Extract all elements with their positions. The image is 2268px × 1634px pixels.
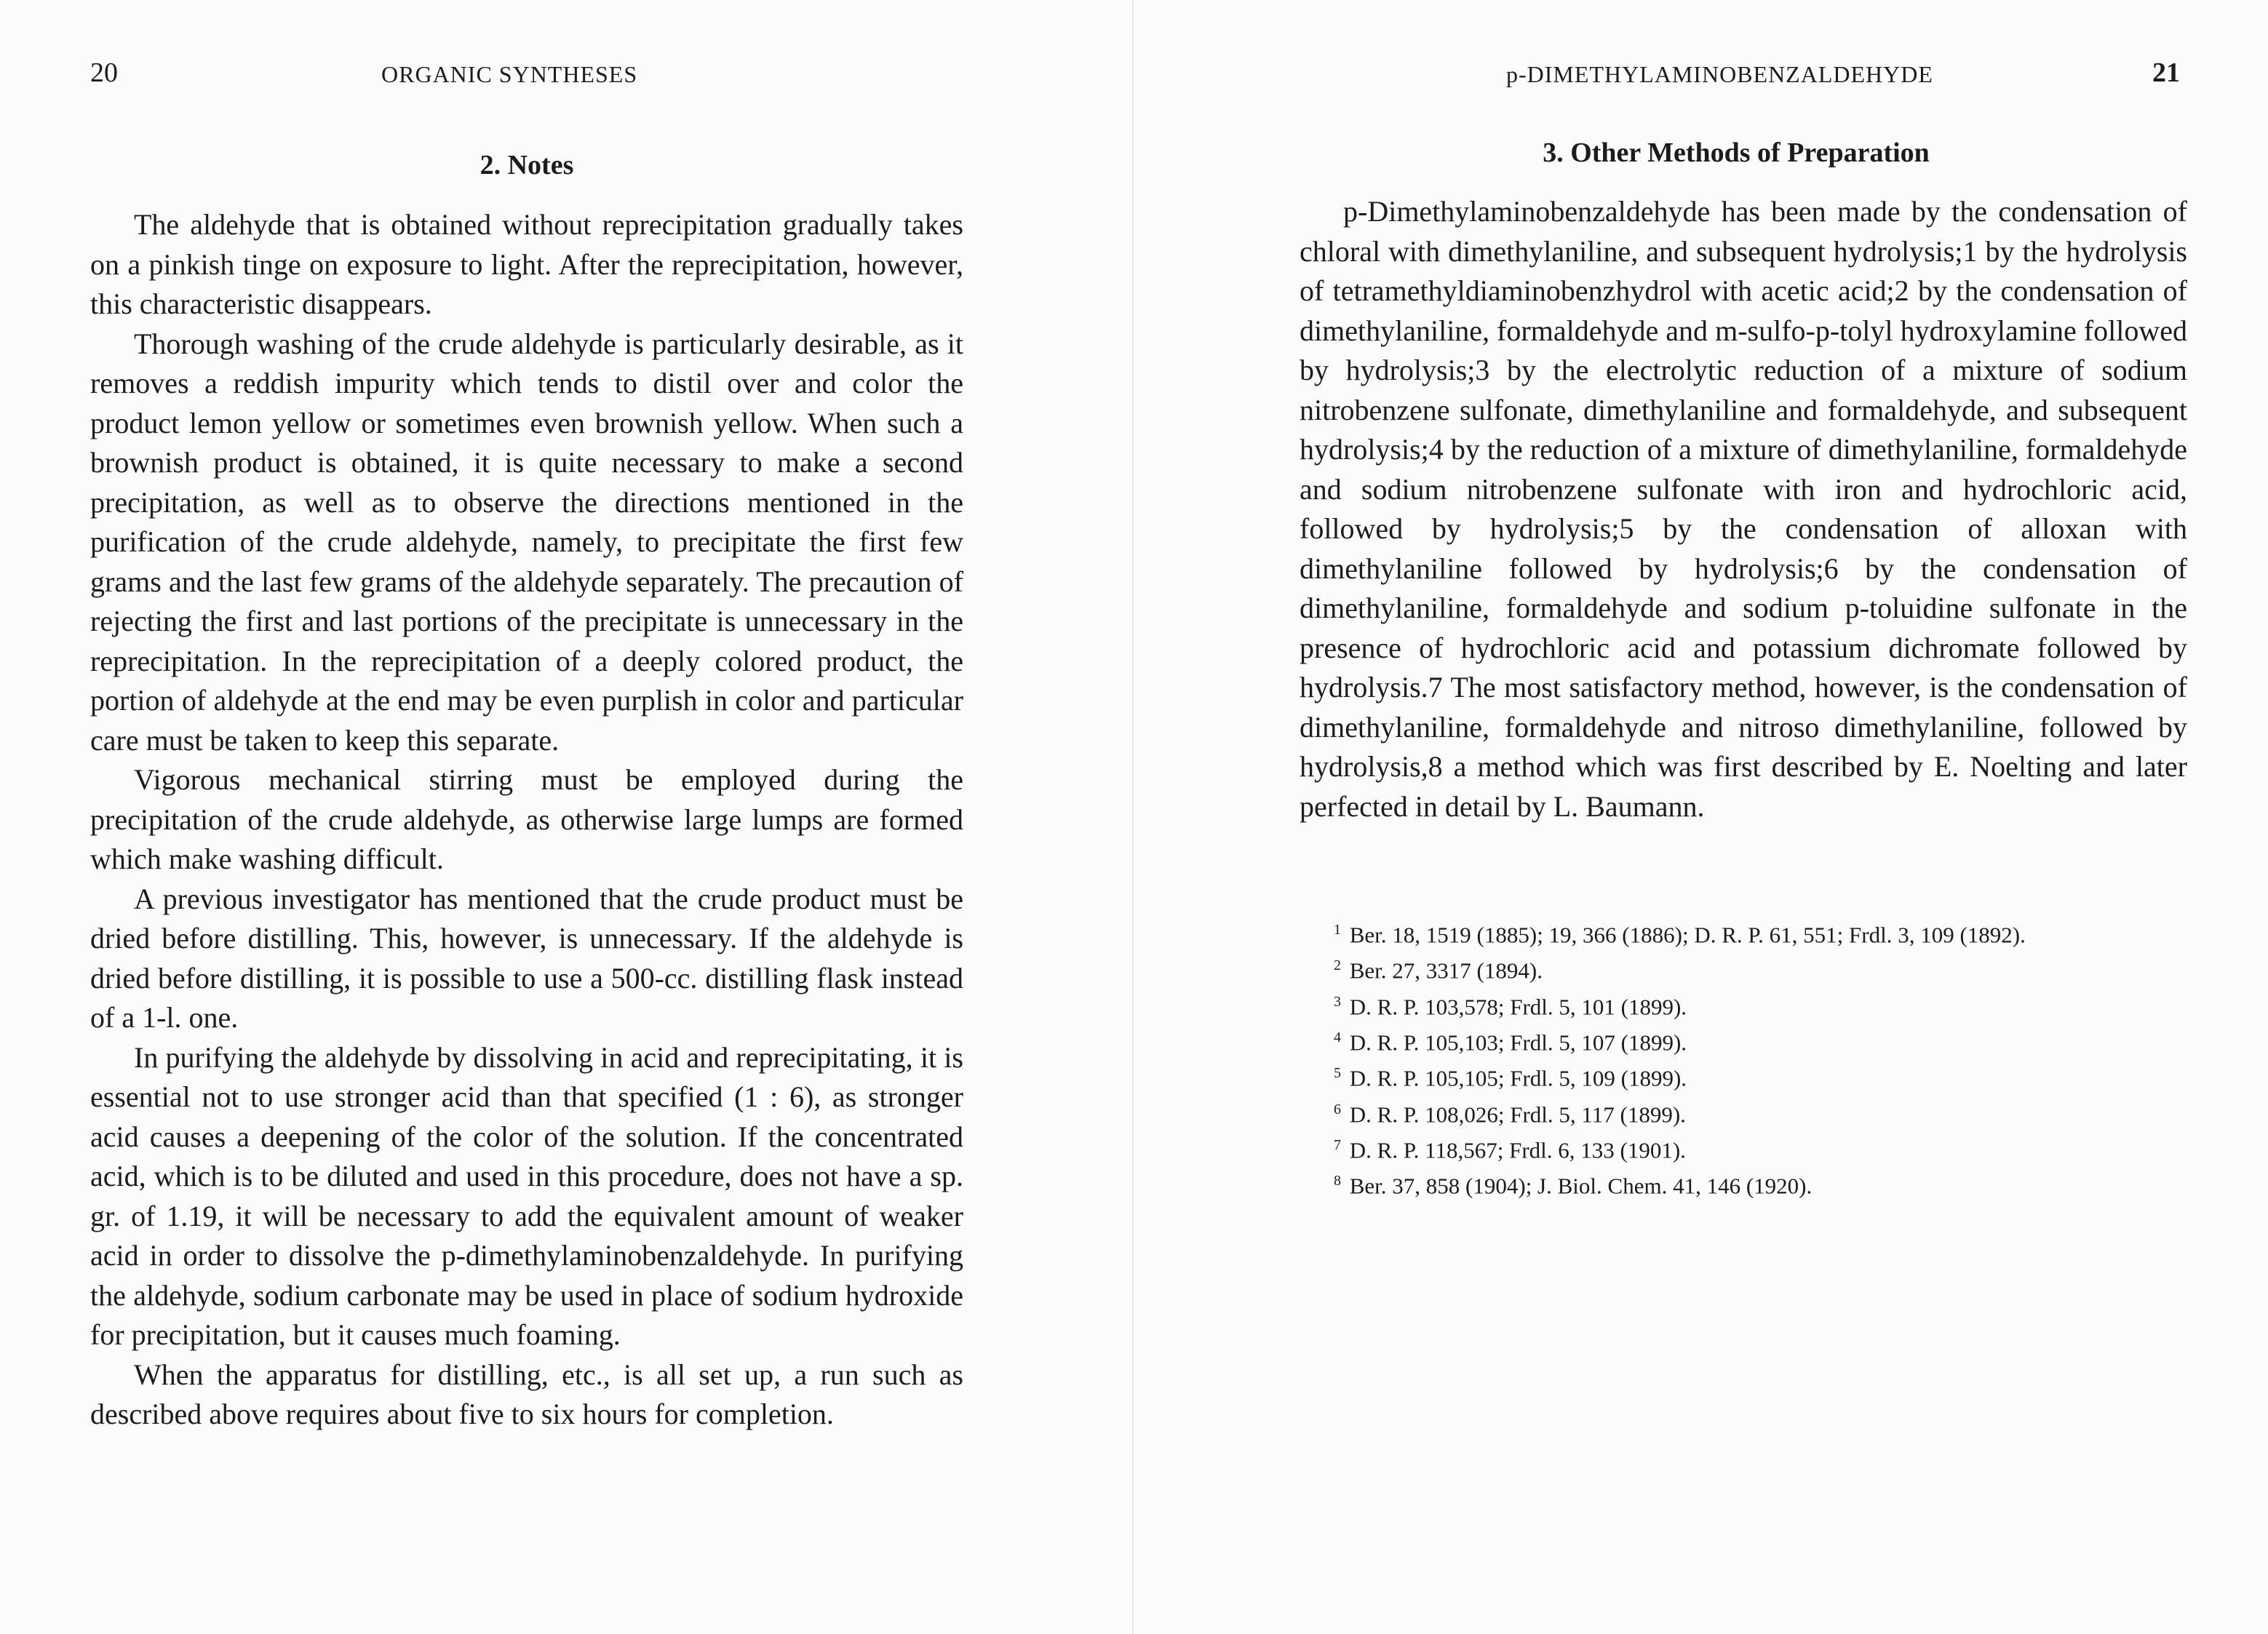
footnote-item — [1334, 1058, 2229, 1093]
right-running-head: p-DIMETHYLAMINOBENZALDEHYDE — [1506, 61, 1933, 87]
footnote-mark: 3 — [1334, 993, 1341, 1010]
footnote-item — [1334, 1022, 2229, 1058]
notes-paragraph-3: Vigorous mechanical stirring must be employed during the precipitation of the crude aldehyde, as otherwise large lumps are formed which make washing difficult. — [90, 763, 963, 875]
footnote-mark: 7 — [1334, 1136, 1341, 1153]
left-page-number: 20 — [90, 57, 118, 88]
footnote-text: D. R. P. 105,105; Frdl. 5, 109 (1899). — [1349, 1065, 1687, 1091]
notes-paragraph-5: In purifying the aldehyde by dissolving in acid and reprecipitating, it is essential not to use stronger acid than that specified (1 : 6), as stronger acid causes a deepening of the color of the solution. If the concentrated acid, which is to be diluted and used in this procedure, does not have a sp. gr. of 1.19, it will be necessary to add the equivalent amount of weaker acid in order to dissolve the p-dimethylaminobenzaldehyde. In purifying the aldehyde, sodium carbonate may be used in place of sodium hydroxide for precipitation, but it causes much foaming. — [90, 1040, 963, 1351]
other-methods-body — [1300, 192, 2187, 826]
footnote-mark: 4 — [1334, 1029, 1341, 1045]
notes-paragraph-1: The aldehyde that is obtained without reprecipitation gradually takes on a pinkish tinge on exposure to light. After the reprecipitation, however, this characteristic disappears. — [90, 208, 963, 320]
footnote-mark: 8 — [1334, 1173, 1341, 1189]
notes-paragraph-2: Thorough washing of the crude aldehyde is particularly desirable, as it removes a reddish impurity which tends to distil over and color the product lemon yellow or sometimes even brownish yellow. When such a brownish product is obtained, it is quite necessary to make a second precipitation, as well as to observe the directions mentioned in the purification of the crude aldehyde, namely, to precipitate the first few grams and the last few grams of the aldehyde separately. The precaution of rejecting the first and last portions of the precipitate is unnecessary in the reprecipitation. In the reprecipitation of a deeply colored product, the portion of aldehyde at the end may be even purplish in color and particular care must be taken to keep this separate. — [90, 327, 963, 757]
footnote-item — [1334, 1094, 2229, 1130]
footnote-item — [1334, 1130, 2229, 1165]
footnote-text: Ber. 27, 3317 (1894). — [1349, 957, 1543, 984]
footnotes-list — [1334, 914, 2229, 1202]
footnote-text: D. R. P. 108,026; Frdl. 5, 117 (1899). — [1349, 1101, 1686, 1127]
right-page — [1134, 0, 2268, 1634]
footnote-text: D. R. P. 103,578; Frdl. 5, 101 (1899). — [1349, 993, 1687, 1019]
footnote-mark: 6 — [1334, 1101, 1341, 1117]
notes-body — [90, 205, 963, 1435]
footnote-mark: 5 — [1334, 1065, 1341, 1082]
footnote-text: D. R. P. 118,567; Frdl. 6, 133 (1901). — [1349, 1137, 1686, 1163]
footnote-item — [1334, 914, 2229, 950]
footnote-text: Ber. 18, 1519 (1885); 19, 366 (1886); D. R. P. 61, 551; Frdl. 3, 109 (1892). — [1349, 922, 2026, 948]
footnote-text: D. R. P. 105,103; Frdl. 5, 107 (1899). — [1349, 1029, 1687, 1056]
footnote-mark: 2 — [1334, 957, 1341, 974]
footnote-item — [1334, 1165, 2229, 1201]
other-methods-paragraph: p-Dimethylaminobenzaldehyde has been made by the condensation of chloral with dimethylaniline, and subsequent hydrolysis;1 by the hydrolysis of tetramethyldiaminobenzhydrol with acetic acid;2 by the condensation of dimethylaniline, formaldehyde and m-sulfo-p-tolyl hydroxylamine followed by hydrolysis;3 by the electrolytic reduction of a mixture of sodium nitrobenzene sulfonate, dimethylaniline and formaldehyde, and subsequent hydrolysis;4 by the reduction of a mixture of dimethylaniline, formaldehyde and sodium nitrobenzene sulfonate with iron and hydrochloric acid, followed by hydrolysis;5 by the condensation of alloxan with dimethylaniline followed by hydrolysis;6 by the condensation of dimethylaniline, formaldehyde and sodium p-toluidine sulfonate in the presence of hydrochloric acid and potassium dichromate followed by hydrolysis.7 The most satisfactory method, however, is the condensation of dimethylaniline, formaldehyde and nitroso dimethylaniline, followed by hydrolysis,8 a method which was first described by E. Noelting and later perfected in detail by L. Baumann. — [1300, 195, 2187, 823]
right-page-number: 21 — [2152, 57, 2180, 88]
notes-paragraph-6: When the apparatus for distilling, etc., is all set up, a run such as described above requires about five to six hours for completion. — [90, 1358, 963, 1430]
footnote-text: Ber. 37, 858 (1904); J. Biol. Chem. 41, 146 (1920). — [1349, 1173, 1813, 1199]
footnote-mark: 1 — [1334, 922, 1341, 938]
footnote-item — [1334, 987, 2229, 1022]
notes-section-title: 2. Notes — [480, 150, 574, 180]
footnote-item — [1334, 950, 2229, 986]
other-methods-section-title: 3. Other Methods of Preparation — [1543, 138, 1930, 168]
notes-paragraph-4: A previous investigator has mentioned that the crude product must be dried before distilling. This, however, is unnecessary. If the aldehyde is dried before distilling, it is possible to use a 500-cc. distilling flask instead of a 1-l. one. — [90, 882, 963, 1034]
left-running-head: ORGANIC SYNTHESES — [381, 61, 638, 87]
